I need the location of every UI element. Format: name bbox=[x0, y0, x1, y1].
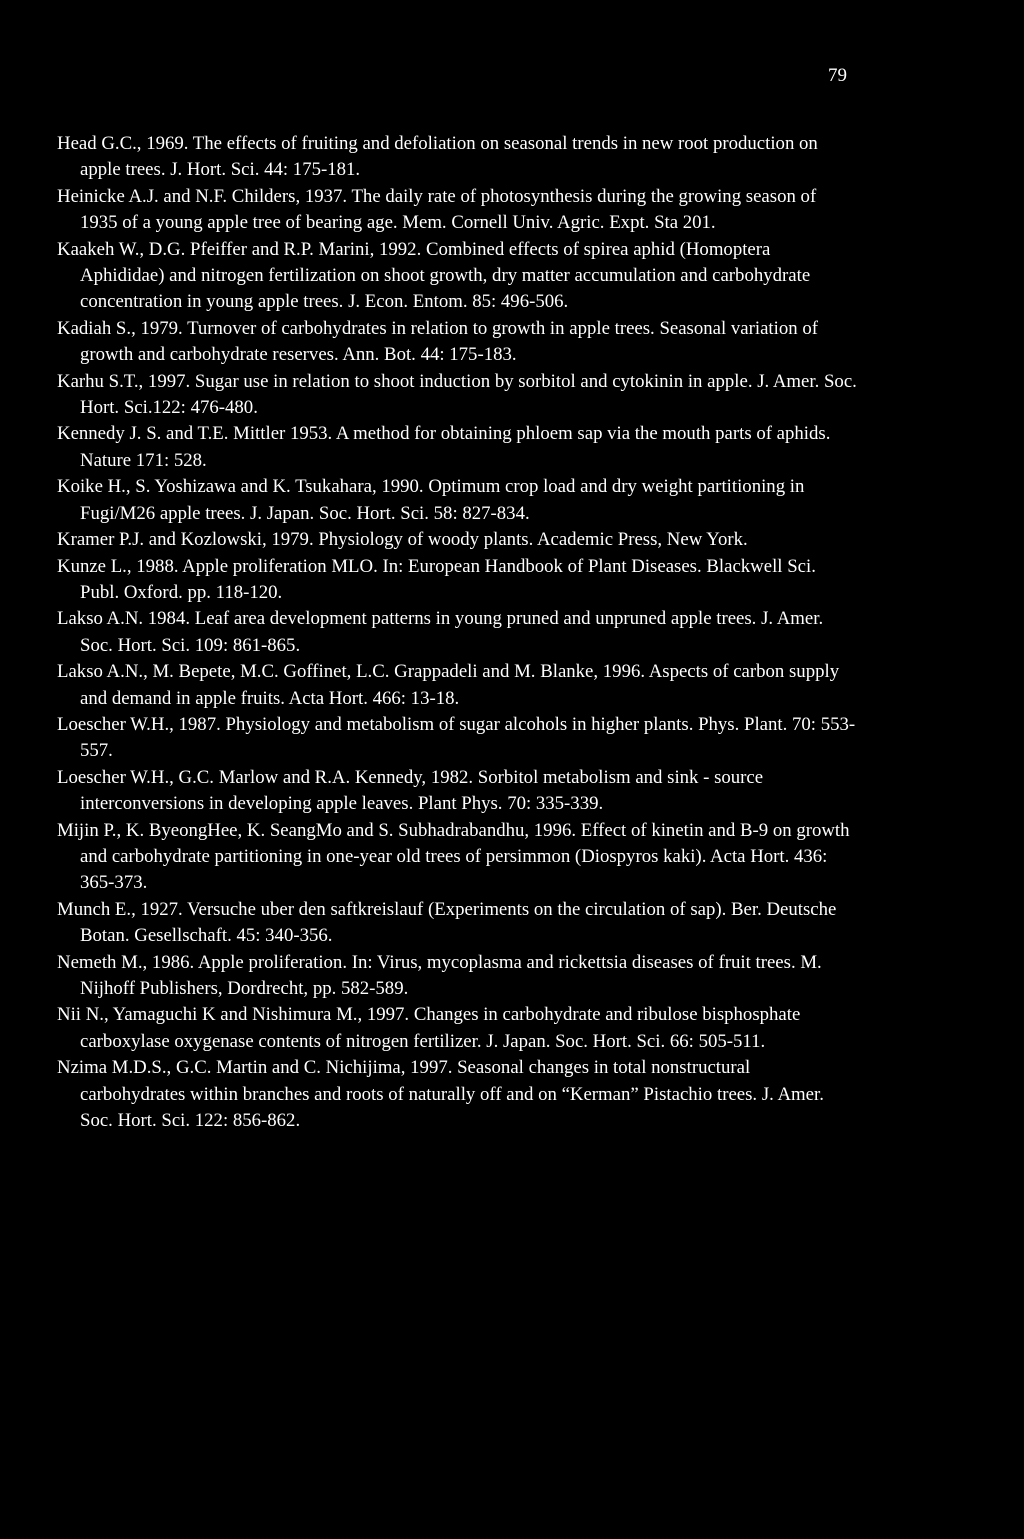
reference-kennedy-1953: Kennedy J. S. and T.E. Mittler 1953. A method for obtaining phloem sap via the mouth parts of aphids. Nature 171: 528. bbox=[57, 423, 831, 471]
reference-lakso-1996: Lakso A.N., M. Bepete, M.C. Goffinet, L.C. Grappadeli and M. Blanke, 1996. Aspects of carbon supply and demand in apple fruits. Acta Hort. 466: 13-18. bbox=[57, 661, 840, 709]
reference-lakso-1984: Lakso A.N. 1984. Leaf area development patterns in young pruned and unpruned apple trees. J. Amer. Soc. Hort. Sci. 109: 861-865. bbox=[57, 608, 824, 656]
reference-list bbox=[57, 131, 857, 1134]
reference-loescher-1982: Loescher W.H., G.C. Marlow and R.A. Kennedy, 1982. Sorbitol metabolism and sink - source interconversions in developing apple leaves. Plant Phys. 70: 335-339. bbox=[57, 766, 764, 815]
reference-head-1969: Head G.C., 1969. The effects of fruiting and defoliation on seasonal trends in new root production on apple trees. J. Hort. Sci. 44: 175-181. bbox=[57, 133, 818, 181]
reference-loescher-1987: Loescher W.H., 1987. Physiology and metabolism of sugar alcohols in higher plants. Phys. Plant. 70: 553-557. bbox=[57, 713, 856, 762]
reference-kaakeh-1992: Kaakeh W., D.G. Pfeiffer and R.P. Marini, 1992. Combined effects of spirea aphid (Homoptera Aphididae) and nitrogen fertilization on shoot growth, dry matter accumulation and carbohydrate concentration in young apple trees. J. Econ. Entom. 85: 496-506. bbox=[57, 238, 811, 313]
page-number: 79 bbox=[828, 65, 847, 86]
reference-heinicke-1937: Heinicke A.J. and N.F. Childers, 1937. The daily rate of photosynthesis during the growing season of 1935 of a young apple tree of bearing age. Mem. Cornell Univ. Agric. Expt. Sta 201. bbox=[57, 185, 817, 234]
reference-kadiah-1979: Kadiah S., 1979. Turnover of carbohydrates in relation to growth in apple trees. Seasonal variation of growth and carbohydrate reserves. Ann. Bot. 44: 175-183. bbox=[57, 317, 818, 366]
reference-nii-1997: Nii N., Yamaguchi K and Nishimura M., 1997. Changes in carbohydrate and ribulose bisphosphate carboxylase oxygenase contents of nitrogen fertilizer. J. Japan. Soc. Hort. Sci. 66: 505-511. bbox=[57, 1004, 801, 1052]
reference-munch-1927: Munch E., 1927. Versuche uber den saftkreislauf (Experiments on the circulation of sap). Ber. Deutsche Botan. Gesellschaft. 45: 340-356. bbox=[57, 898, 837, 947]
reference-kunze-1988: Kunze L., 1988. Apple proliferation MLO. In: European Handbook of Plant Diseases. Blackwell Sci. Publ. Oxford. pp. 118-120. bbox=[57, 555, 816, 603]
reference-kramer-1979: Kramer P.J. and Kozlowski, 1979. Physiology of woody plants. Academic Press, New York. bbox=[57, 529, 748, 551]
reference-koike-1990: Koike H., S. Yoshizawa and K. Tsukahara, 1990. Optimum crop load and dry weight partitioning in Fugi/M26 apple trees. J. Japan. Soc. Hort. Sci. 58: 827-834. bbox=[57, 476, 805, 524]
reference-nemeth-1986: Nemeth M., 1986. Apple proliferation. In: Virus, mycoplasma and rickettsia diseases of fruit trees. M. Nijhoff Publishers, Dordrecht, pp. 582-589. bbox=[57, 951, 822, 999]
reference-nzima-1997: Nzima M.D.S., G.C. Martin and C. Nichijima, 1997. Seasonal changes in total nonstructural carbohydrates within branches and roots of naturally off and on “Kerman” Pistachio trees. J. Amer. Soc. Hort. Sci. 122: 856-862. bbox=[57, 1057, 824, 1132]
reference-karhu-1997: Karhu S.T., 1997. Sugar use in relation to shoot induction by sorbitol and cytokinin in apple. J. Amer. Soc. Hort. Sci.122: 476-480. bbox=[57, 370, 857, 419]
reference-mijin-1996: Mijin P., K. ByeongHee, K. SeangMo and S. Subhadrabandhu, 1996. Effect of kinetin and B-9 on growth and carbohydrate partitioning in one-year old trees of persimmon (Diospyros kaki). Acta Hort. 436: 365-373. bbox=[57, 819, 850, 894]
